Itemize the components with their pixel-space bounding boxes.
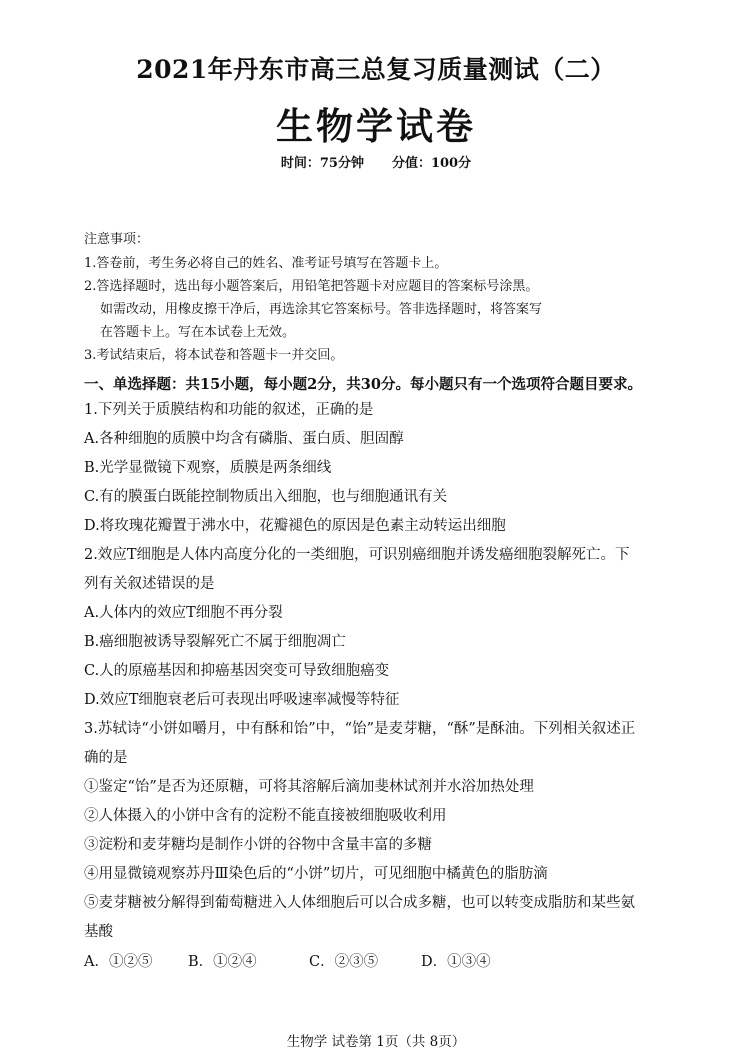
notice-item: 3.考试结束后，将本试卷和答题卡一并交回。 xyxy=(84,348,344,363)
option-line: C.有的膜蛋白既能控制物质出入细胞，也与细胞通讯有关 xyxy=(84,489,448,505)
statement-line: ⑤麦芽糖被分解得到葡萄糖进入人体细胞后可以合成多糖，也可以转变成脂肪和某些氨 xyxy=(84,895,635,911)
statement-line: ③淀粉和麦芽糖均是制作小饼的谷物中含量丰富的多糖 xyxy=(84,837,432,853)
answer-option: A．①②⑤ xyxy=(84,954,153,970)
notice-item: 2.答选择题时，选出每小题答案后，用铅笔把答题卡对应题目的答案标号涂黑。 xyxy=(84,279,539,294)
statement-line: ④用显微镜观察苏丹Ⅲ染色后的“小饼”切片，可见细胞中橘黄色的脂肪滴 xyxy=(84,866,548,882)
statement-line: 基酸 xyxy=(84,924,113,940)
answer-option: C．②③⑤ xyxy=(309,954,379,970)
question-stem: 列有关叙述错误的是 xyxy=(84,576,215,592)
notice-heading: 注意事项： xyxy=(84,232,150,247)
answer-option: B．①②④ xyxy=(188,954,257,970)
exam-score: 分值：100分 xyxy=(391,156,472,171)
question-stem: 3.苏轼诗“小饼如嚼月，中有酥和饴”中，“饴”是麦芽糖，“酥”是酥油。下列相关叙述正 xyxy=(84,721,636,737)
option-line: A.人体内的效应T细胞不再分裂 xyxy=(84,605,283,621)
option-line: B.光学显微镜下观察，质膜是两条细线 xyxy=(84,460,332,476)
option-line: A.各种细胞的质膜中均含有磷脂、蛋白质、胆固醇 xyxy=(84,431,404,447)
question-stem: 2.效应T细胞是人体内高度分化的一类细胞，可识别癌细胞并诱发癌细胞裂解死亡。下 xyxy=(84,547,630,563)
question-stem: 1.下列关于质膜结构和功能的叙述，正确的是 xyxy=(84,402,374,418)
notice-item: 如需改动，用橡皮擦干净后，再选涂其它答案标号。答非选择题时，将答案写 xyxy=(100,302,543,317)
option-line: D.效应T细胞衰老后可表现出呼吸速率减慢等特征 xyxy=(84,692,400,708)
exam-time: 时间：75分钟 xyxy=(280,156,364,171)
option-line: B.癌细胞被诱导裂解死亡不属于细胞凋亡 xyxy=(84,634,346,650)
option-line: D.将玫瑰花瓣置于沸水中，花瓣褪色的原因是色素主动转运出细胞 xyxy=(84,518,506,534)
option-line: C.人的原癌基因和抑癌基因突变可导致细胞癌变 xyxy=(84,663,390,679)
subject-title: 生物学试卷 xyxy=(276,104,476,148)
answer-option: D．①③④ xyxy=(421,954,491,970)
statement-line: ①鉴定“饴”是否为还原糖，可将其溶解后滴加斐林试剂并水浴加热处理 xyxy=(84,779,534,795)
statement-line: ②人体摄入的小饼中含有的淀粉不能直接被细胞吸收利用 xyxy=(84,808,447,824)
exam-meta xyxy=(0,152,752,171)
answer-options xyxy=(84,950,491,971)
page-footer: 生物学 试卷第 1页（共 8页） xyxy=(286,1034,466,1050)
notice-item: 在答题卡上。写在本试卷上无效。 xyxy=(100,325,296,340)
notice-item: 1.答卷前，考生务必将自己的姓名、准考证号填写在答题卡上。 xyxy=(84,256,448,271)
section-heading: 一、单选择题：共15小题，每小题2分，共30分。每小题只有一个选项符合题目要求。 xyxy=(84,376,642,393)
question-stem: 确的是 xyxy=(84,750,128,766)
exam-title: 2021年丹东市高三总复习质量测试（二） xyxy=(136,55,616,84)
